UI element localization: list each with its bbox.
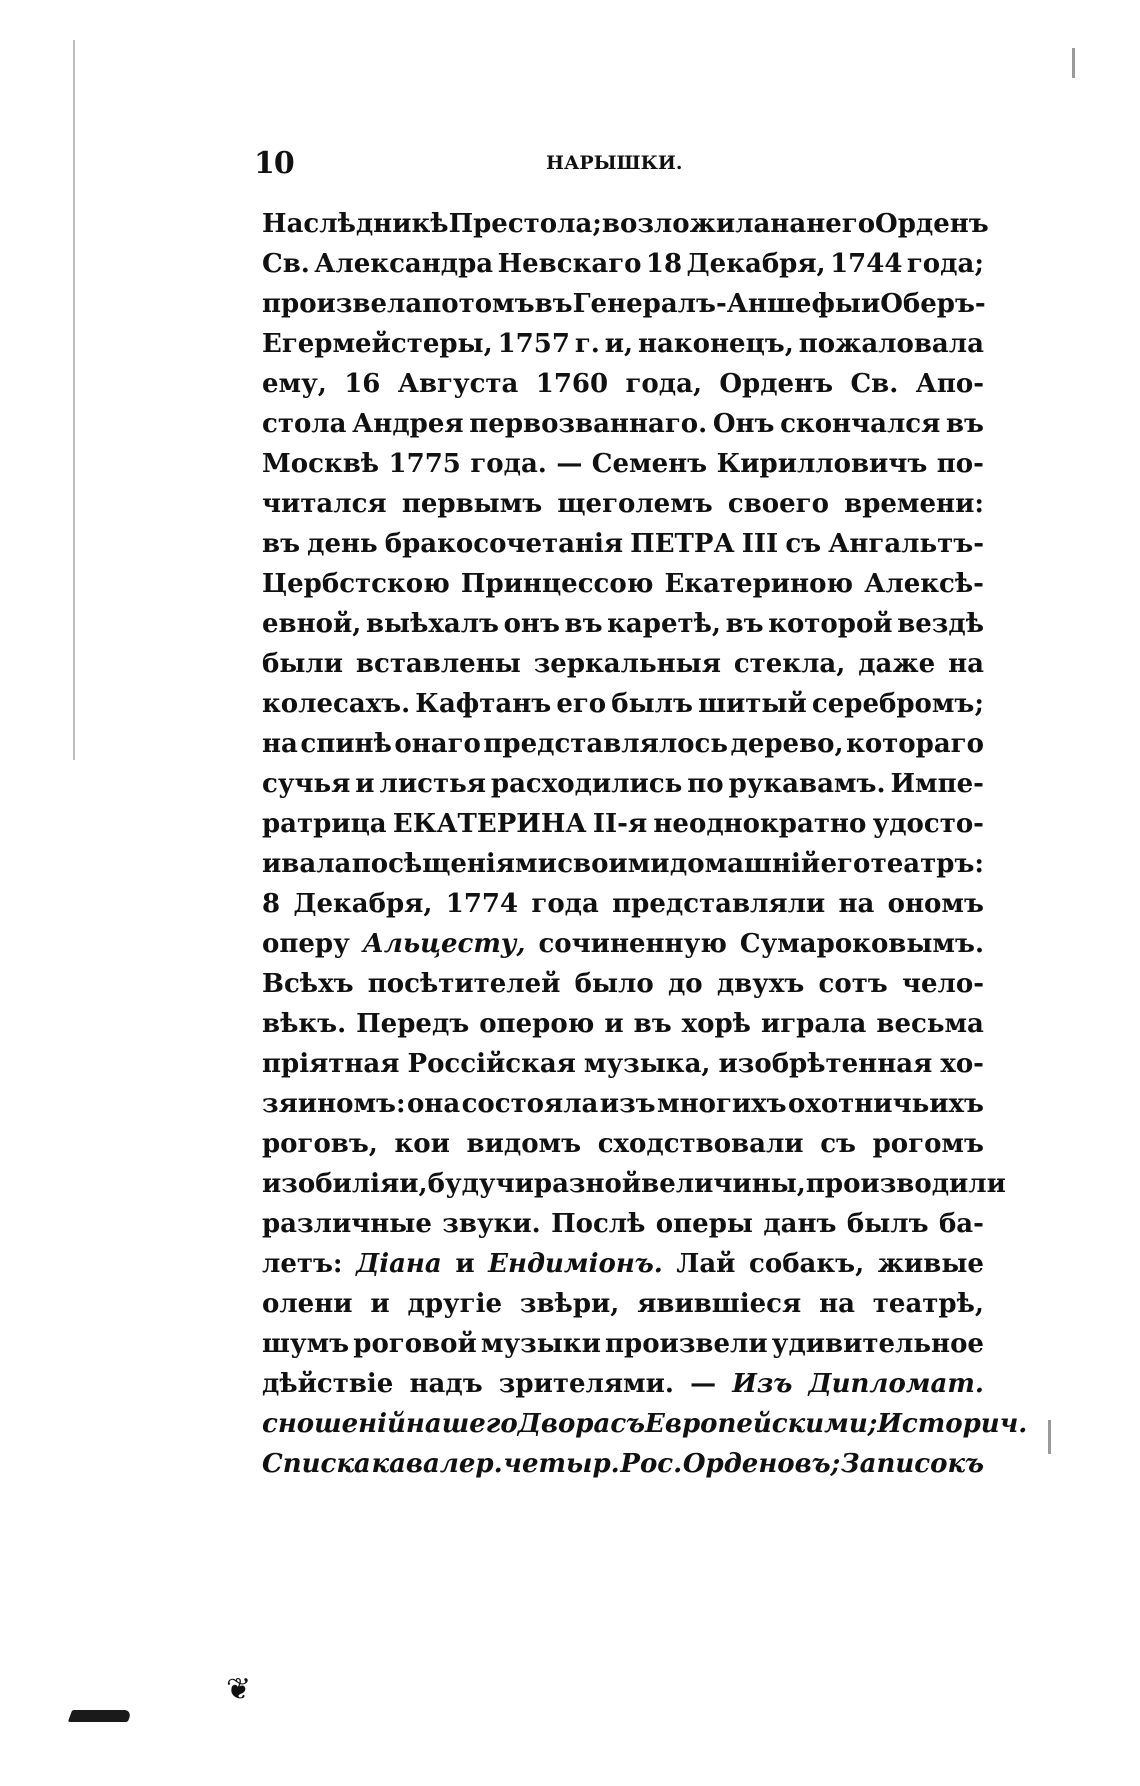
fleuron-ornament-icon: ❦ <box>226 1672 252 1707</box>
body-text <box>262 204 1028 1484</box>
text-line: въ день бракосочетанія ПЕТРА III съ Ангальтъ- <box>262 529 984 559</box>
page-header <box>254 146 994 186</box>
text-line: дѣйствіе надъ зрителями. — Изъ Дипломат. <box>262 1369 984 1399</box>
text-line: евной, выѣхалъ онъ въ каретѣ, въ которой вездѣ <box>262 609 984 639</box>
text-line: колесахъ. Кафтанъ его былъ шитый серебромъ; <box>262 689 984 719</box>
text-line: ему, 16 Августа 1760 года, Орденъ Св. Апо- <box>262 369 984 399</box>
text-line: сношеній нашего Двора съ Европейскими; Историч. <box>262 1409 1028 1439</box>
scan-margin-mark <box>1072 48 1075 78</box>
scan-margin-line <box>73 40 75 760</box>
text-line: олени и другіе звѣри, явившіеся на театрѣ, <box>262 1289 984 1319</box>
text-line: различные звуки. Послѣ оперы данъ былъ ба- <box>262 1209 984 1239</box>
text-line: произвела потомъ въ Генералъ-Аншефы и Оберъ- <box>262 289 986 319</box>
text-line: зяиномъ: она состояла изъ многихъ охотничьихъ <box>262 1089 984 1119</box>
text-line: Списка кавалер. четыр. Рос. Орденовъ; Записокъ <box>262 1449 984 1479</box>
text-line: ивала посѣщеніями своими домашній его театръ: <box>262 849 984 879</box>
text-line: читался первымъ щеголемъ своего времени: <box>262 489 984 519</box>
text-line: изобилія и, будучи разной величины, производили <box>262 1169 1006 1199</box>
running-head: НАРЫШКИ. <box>546 152 683 174</box>
text-line: Наслѣдникѣ Престола; возложила на него Орденъ <box>262 209 989 239</box>
text-line: вѣкъ. Передъ оперою и въ хорѣ играла весьма <box>262 1009 984 1039</box>
text-line: ратрица ЕКАТЕРИНА II-я неоднократно удосто- <box>262 809 984 839</box>
text-line: пріятная Россійская музыка, изобрѣтенная хо- <box>262 1049 984 1079</box>
text-line: роговъ, кои видомъ сходствовали съ рогомъ <box>262 1129 984 1159</box>
ink-stain <box>68 1710 132 1722</box>
scan-margin-mark <box>1048 1420 1051 1454</box>
text-line: были вставлены зеркальныя стекла, даже на <box>262 649 984 679</box>
text-line: на спинѣ онаго представлялось дерево, котораго <box>262 729 984 759</box>
text-line: Св. Александра Невскаго 18 Декабря, 1744 года; <box>262 249 984 279</box>
text-line: шумъ роговой музыки произвели удивительное <box>262 1329 984 1359</box>
text-line: стола Андрея первозваннаго. Онъ скончался въ <box>262 409 984 439</box>
text-line: 8 Декабря, 1774 года представляли на ономъ <box>262 889 984 919</box>
text-line: летъ: Діана и Ендиміонъ. Лай собакъ, живые <box>262 1249 984 1279</box>
text-line: Егермейстеры, 1757 г. и, наконецъ, пожаловала <box>262 329 984 359</box>
text-line: Цербстскою Принцессою Екатериною Алексѣ- <box>262 569 984 599</box>
text-line: Москвѣ 1775 года. — Семенъ Кирилловичъ по- <box>262 449 984 479</box>
text-line: оперу Альцесту, сочиненную Сумароковымъ. <box>262 929 984 959</box>
text-line: сучья и листья расходились по рукавамъ. Импе- <box>262 769 984 799</box>
text-line: Всѣхъ посѣтителей было до двухъ сотъ чело- <box>262 969 984 999</box>
page-number: 10 <box>254 146 294 181</box>
